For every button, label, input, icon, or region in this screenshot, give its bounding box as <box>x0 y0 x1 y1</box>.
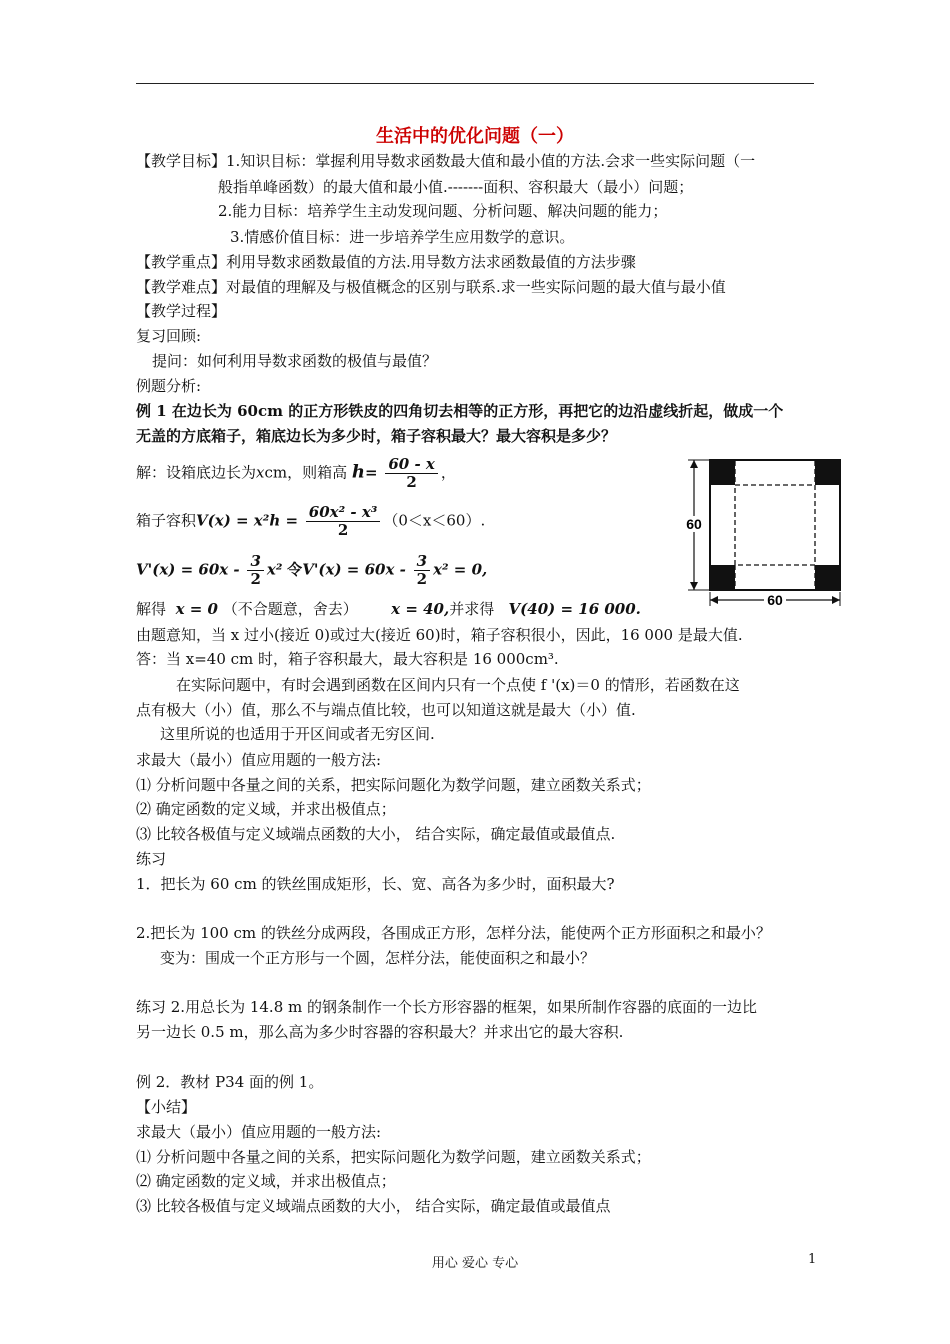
objective-emotion: 3.情感价值目标：进一步培养学生应用数学的意识。 <box>230 228 575 246</box>
corner-cutout <box>815 565 839 589</box>
objectives-label: 【教学目标】 <box>136 152 227 170</box>
fold-lines <box>735 485 815 565</box>
difficulty-text: 对最值的理解及与极值概念的区别与联系.求一些实际问题的最大值与最小值 <box>226 278 726 296</box>
method-step-3: ⑶ 比较各极值与定义域端点函数的大小， 结合实际，确定最值或最值点. <box>136 825 616 843</box>
solution-line-3: V'(x) = 60x - $\frac{3}{2}$ x² 令V'(x) = 60x - $\frac{3}{2}$ x² = 0, <box>136 552 488 588</box>
difficulty-line <box>136 276 726 298</box>
example1-line-1: 例 1 在边长为 60cm 的正方形铁皮的四角切去相等的正方形，再把它的边沿虚线折起，做成一个 <box>136 402 784 420</box>
solution-line-1: 解：设箱底边长为xcm，则箱高 h= $\frac{60 - x}{2}$ ， <box>136 455 456 491</box>
practice-3-line-1: 练习 2.用总长为 14.8 m 的钢条制作一个长方形容器的框架，如果所制作容器的底面的一边比 <box>136 998 758 1016</box>
method-title: 求最大（最小）值应用题的一般方法: <box>136 751 382 769</box>
review-heading: 复习回顾: <box>136 327 202 345</box>
volume-fraction: $\frac{\text{60x² - x³}}{2}$ <box>306 504 381 539</box>
corner-cutout <box>711 461 735 485</box>
height-fraction: $\frac{60 - x}{2}$ <box>385 456 438 491</box>
practice-2: 2.把长为 100 cm 的铁丝分成两段，各围成正方形，怎样分法，能使两个正方形面积之和最小？ <box>136 924 771 942</box>
summary-title: 求最大（最小）值应用题的一般方法: <box>136 1123 382 1141</box>
objective-knowledge-cont: 般指单峰函数）的最大值和最小值.-------面积、容积最大（最小）问题； <box>218 178 694 196</box>
note-line-1: 在实际问题中，有时会遇到函数在区间内只有一个点使 f '(x)＝0 的情形，若函数在这 <box>176 676 740 694</box>
process-label: 【教学过程】 <box>136 302 227 320</box>
summary-step-2: ⑵ 确定函数的定义域，并求出极值点； <box>136 1172 396 1190</box>
solution-line-5: 由题意知，当 x 过小(接近 0)或过大(接近 60)时，箱子容积很小，因此，16 000 是最大值. <box>136 626 743 644</box>
practice-3-line-2: 另一边长 0.5 m，那么高为多少时容器的容积最大？并求出它的最大容积. <box>136 1023 624 1041</box>
corner-cutout <box>711 565 735 589</box>
review-question: 提问：如何利用导数求函数的极值与最值？ <box>152 352 438 370</box>
keypoint-line <box>136 251 636 273</box>
example1-line-2: 无盖的方底箱子，箱底边长为多少时，箱子容积最大？最大容积是多少？ <box>136 427 617 445</box>
example-analysis-heading: 例题分析: <box>136 377 202 395</box>
box-net-diagram <box>684 452 844 608</box>
answer-line: 答：当 x=40 cm 时，箱子容积最大，最大容积是 16 000cm³. <box>136 650 559 668</box>
summary-label: 【小结】 <box>136 1098 197 1116</box>
method-step-2: ⑵ 确定函数的定义域，并求出极值点； <box>136 800 396 818</box>
keypoint-label: 【教学重点】 <box>136 253 227 271</box>
method-step-1: ⑴ 分析问题中各量之间的关系，把实际问题化为数学问题，建立函数关系式； <box>136 776 651 794</box>
page-number: 1 <box>808 1252 817 1267</box>
note-line-3: 这里所说的也适用于开区间或者无穷区间. <box>160 725 435 743</box>
solution-line-2: 箱子容积V(x) = x²h = $\frac{\text{60x² - x³}}{2}$ （0＜x＜60）. <box>136 503 486 539</box>
bottom-length-label: 60 <box>767 592 783 608</box>
summary-step-1: ⑴ 分析问题中各量之间的关系，把实际问题化为数学问题，建立函数关系式； <box>136 1148 651 1166</box>
objective-knowledge: 1.知识目标：掌握利用导数求函数最大值和最小值的方法.会求一些实际问题（一 <box>226 152 756 170</box>
note-line-2: 点有极大（小）值，那么不与端点值比较，也可以知道这就是最大（小）值. <box>136 701 636 719</box>
difficulty-label: 【教学难点】 <box>136 278 227 296</box>
practice-2-variant: 变为：围成一个正方形与一个圆，怎样分法，能使面积之和最小？ <box>160 949 596 967</box>
objectives-line-1 <box>136 150 755 172</box>
practice-1: 1．把长为 60 cm 的铁丝围成矩形，长、宽、高各为多少时，面积最大? <box>136 875 615 893</box>
corner-cutout <box>815 461 839 485</box>
page-footer: 用心 爱心 专心 <box>431 1256 519 1271</box>
page-title: 生活中的优化问题（一） <box>376 126 574 147</box>
practice-label: 练习 <box>136 850 167 868</box>
header-rule <box>136 83 814 84</box>
side-length-label: 60 <box>686 516 702 532</box>
objective-ability: 2.能力目标：培养学生主动发现问题、分析问题、解决问题的能力； <box>218 202 668 220</box>
example2-line: 例 2．教材 P34 面的例 1。 <box>136 1073 324 1091</box>
summary-step-3: ⑶ 比较各极值与定义域端点函数的大小， 结合实际，确定最值或最值点 <box>136 1197 611 1215</box>
solution-line-4: 解得 x = 0 （不合题意，舍去） x = 40,并求得 V(40) = 16 000. <box>136 600 641 618</box>
keypoint-text: 利用导数求函数最值的方法.用导数方法求函数最值的方法步骤 <box>226 253 636 271</box>
